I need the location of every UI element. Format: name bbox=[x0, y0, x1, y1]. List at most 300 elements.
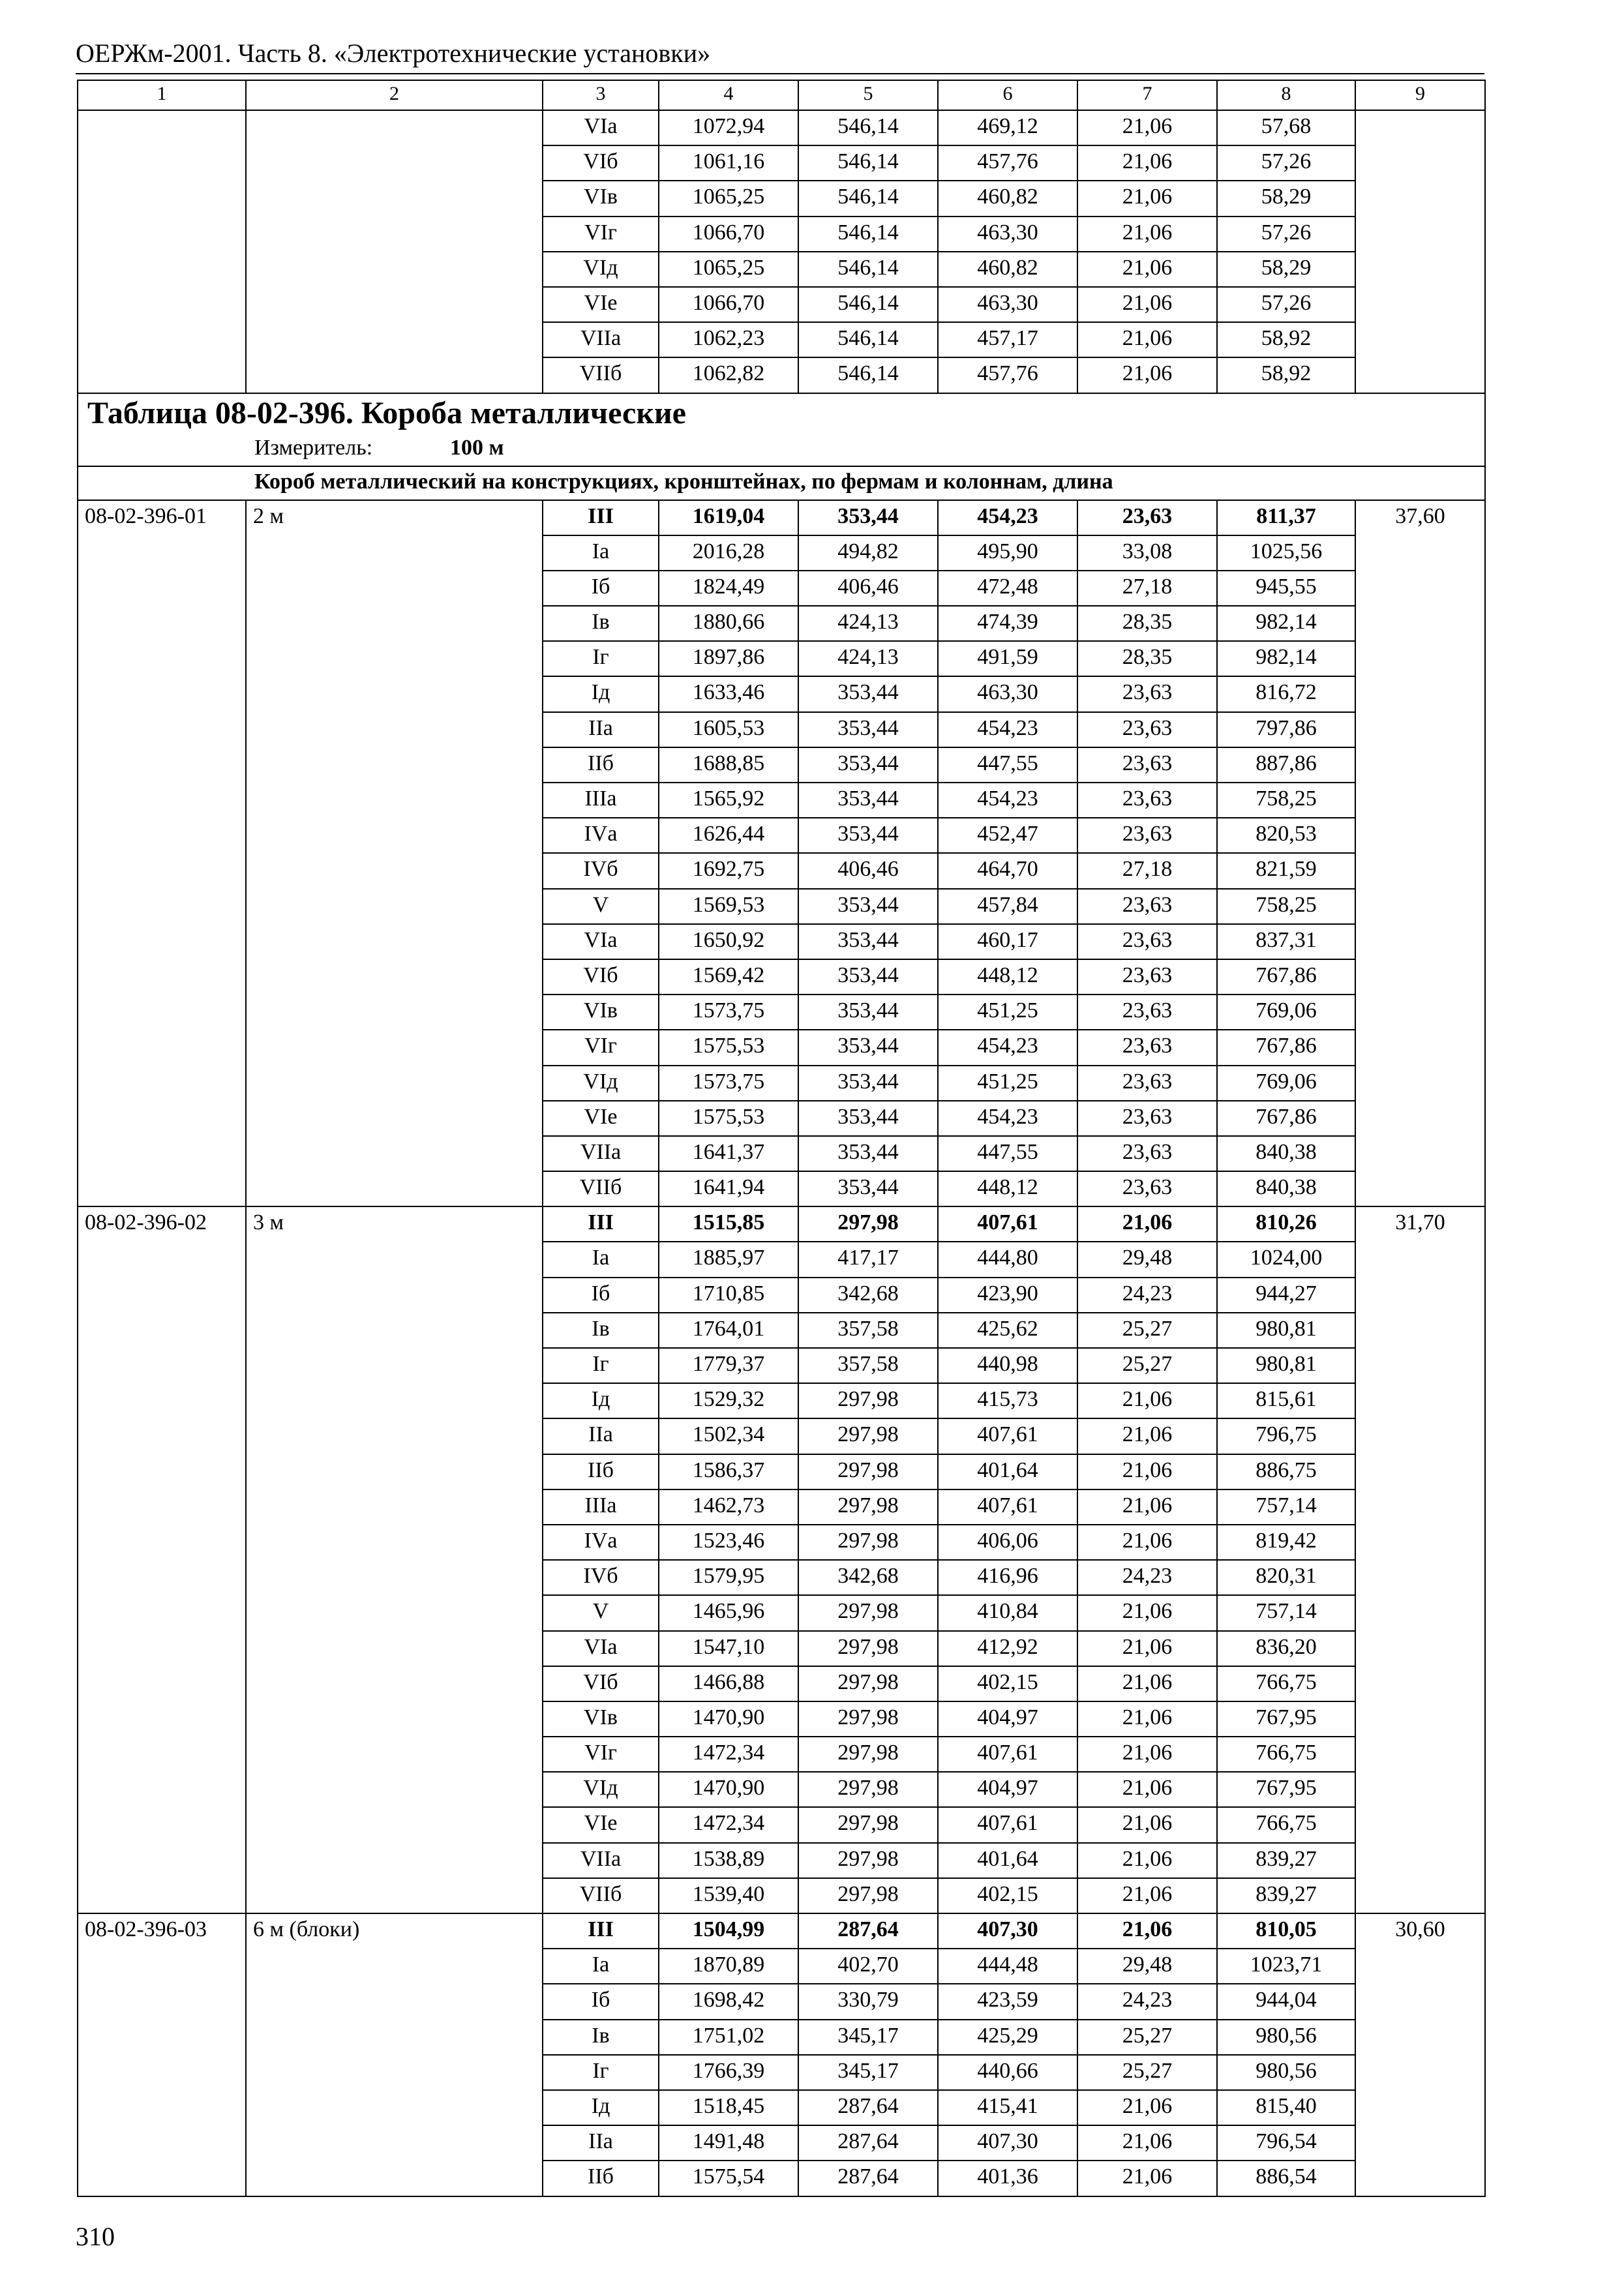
price-table bbox=[77, 80, 1486, 2197]
price-zone: III bbox=[543, 1206, 659, 1242]
materials: 944,27 bbox=[1217, 1278, 1355, 1313]
machine-costs: 407,61 bbox=[938, 1489, 1077, 1525]
materials: 766,75 bbox=[1217, 1737, 1355, 1772]
machine-costs: 463,30 bbox=[938, 676, 1077, 711]
machine-costs: 444,80 bbox=[938, 1242, 1077, 1277]
labor-cost: 30,60 bbox=[1355, 1913, 1485, 2196]
worker-wages: 546,14 bbox=[798, 145, 938, 181]
machine-costs: 407,30 bbox=[938, 2125, 1077, 2161]
direct-costs: 1529,32 bbox=[659, 1383, 798, 1418]
worker-wages: 297,98 bbox=[798, 1418, 938, 1454]
labor-cost: 31,70 bbox=[1355, 1206, 1485, 1913]
worker-wages: 297,98 bbox=[798, 1772, 938, 1807]
operator-wages: 21,06 bbox=[1077, 2090, 1217, 2125]
operator-wages: 23,63 bbox=[1077, 783, 1217, 818]
worker-wages: 345,17 bbox=[798, 2055, 938, 2090]
direct-costs: 1688,85 bbox=[659, 747, 798, 783]
machine-costs: 402,15 bbox=[938, 1666, 1077, 1701]
worker-wages: 353,44 bbox=[798, 995, 938, 1030]
materials: 816,72 bbox=[1217, 676, 1355, 711]
direct-costs: 1870,89 bbox=[659, 1949, 798, 1984]
table-title: Таблица 08-02-396. Короба металлические bbox=[78, 393, 1485, 433]
price-zone: Iа bbox=[543, 535, 659, 571]
price-zone: VIIа bbox=[543, 1843, 659, 1878]
worker-wages: 297,98 bbox=[798, 1737, 938, 1772]
direct-costs: 1619,04 bbox=[659, 500, 798, 535]
price-zone: Iг bbox=[543, 2055, 659, 2090]
materials: 769,06 bbox=[1217, 995, 1355, 1030]
operator-wages: 23,63 bbox=[1077, 818, 1217, 853]
machine-costs: 415,41 bbox=[938, 2090, 1077, 2125]
operator-wages: 21,06 bbox=[1077, 1454, 1217, 1489]
operator-wages: 24,23 bbox=[1077, 1984, 1217, 2019]
worker-wages: 353,44 bbox=[798, 712, 938, 747]
operator-wages: 23,63 bbox=[1077, 747, 1217, 783]
materials: 886,54 bbox=[1217, 2161, 1355, 2196]
machine-costs: 454,23 bbox=[938, 500, 1077, 535]
price-zone: IIа bbox=[543, 2125, 659, 2161]
price-zone: Iв bbox=[543, 606, 659, 641]
materials: 980,81 bbox=[1217, 1313, 1355, 1348]
machine-costs: 451,25 bbox=[938, 995, 1077, 1030]
operator-wages: 21,06 bbox=[1077, 1878, 1217, 1913]
machine-costs: 406,06 bbox=[938, 1525, 1077, 1560]
machine-costs: 463,30 bbox=[938, 217, 1077, 252]
worker-wages: 353,44 bbox=[798, 1101, 938, 1136]
materials: 1025,56 bbox=[1217, 535, 1355, 571]
materials: 837,31 bbox=[1217, 924, 1355, 959]
direct-costs: 1710,85 bbox=[659, 1278, 798, 1313]
machine-costs: 457,76 bbox=[938, 357, 1077, 393]
price-zone: VIIб bbox=[543, 1171, 659, 1206]
machine-costs: 402,15 bbox=[938, 1878, 1077, 1913]
worker-wages: 353,44 bbox=[798, 1066, 938, 1101]
worker-wages: 353,44 bbox=[798, 889, 938, 924]
worker-wages: 353,44 bbox=[798, 1136, 938, 1171]
materials: 58,92 bbox=[1217, 357, 1355, 393]
operator-wages: 21,06 bbox=[1077, 1383, 1217, 1418]
col9-cell bbox=[1355, 110, 1485, 393]
machine-costs: 457,84 bbox=[938, 889, 1077, 924]
materials: 758,25 bbox=[1217, 889, 1355, 924]
materials: 887,86 bbox=[1217, 747, 1355, 783]
direct-costs: 1897,86 bbox=[659, 641, 798, 676]
price-zone: IIа bbox=[543, 712, 659, 747]
worker-wages: 297,98 bbox=[798, 1666, 938, 1701]
worker-wages: 353,44 bbox=[798, 1171, 938, 1206]
machine-costs: 452,47 bbox=[938, 818, 1077, 853]
operator-wages: 21,06 bbox=[1077, 2125, 1217, 2161]
operator-wages: 23,63 bbox=[1077, 924, 1217, 959]
price-zone: Iа bbox=[543, 1242, 659, 1277]
worker-wages: 342,68 bbox=[798, 1278, 938, 1313]
column-number: 2 bbox=[246, 80, 543, 110]
materials: 840,38 bbox=[1217, 1171, 1355, 1206]
operator-wages: 27,18 bbox=[1077, 853, 1217, 888]
operator-wages: 21,06 bbox=[1077, 145, 1217, 181]
machine-costs: 425,29 bbox=[938, 2020, 1077, 2055]
operator-wages: 21,06 bbox=[1077, 217, 1217, 252]
operator-wages: 21,06 bbox=[1077, 1913, 1217, 1949]
materials: 767,86 bbox=[1217, 1101, 1355, 1136]
direct-costs: 1579,95 bbox=[659, 1560, 798, 1595]
direct-costs: 1641,37 bbox=[659, 1136, 798, 1171]
column-number-row bbox=[78, 80, 1485, 110]
worker-wages: 297,98 bbox=[798, 1454, 938, 1489]
worker-wages: 297,98 bbox=[798, 1525, 938, 1560]
machine-costs: 416,96 bbox=[938, 1560, 1077, 1595]
machine-costs: 404,97 bbox=[938, 1701, 1077, 1737]
direct-costs: 1575,54 bbox=[659, 2161, 798, 2196]
machine-costs: 440,98 bbox=[938, 1348, 1077, 1383]
materials: 980,56 bbox=[1217, 2020, 1355, 2055]
operator-wages: 28,35 bbox=[1077, 606, 1217, 641]
machine-costs: 447,55 bbox=[938, 747, 1077, 783]
materials: 982,14 bbox=[1217, 641, 1355, 676]
materials: 980,81 bbox=[1217, 1348, 1355, 1383]
machine-costs: 454,23 bbox=[938, 712, 1077, 747]
materials: 757,14 bbox=[1217, 1489, 1355, 1525]
operator-wages: 21,06 bbox=[1077, 1666, 1217, 1701]
operator-wages: 21,06 bbox=[1077, 1843, 1217, 1878]
unit-cell bbox=[78, 433, 1485, 466]
machine-costs: 460,82 bbox=[938, 181, 1077, 216]
operator-wages: 21,06 bbox=[1077, 110, 1217, 145]
operator-wages: 21,06 bbox=[1077, 1206, 1217, 1242]
operator-wages: 21,06 bbox=[1077, 322, 1217, 357]
worker-wages: 353,44 bbox=[798, 747, 938, 783]
materials: 767,86 bbox=[1217, 1030, 1355, 1065]
direct-costs: 1466,88 bbox=[659, 1666, 798, 1701]
worker-wages: 357,58 bbox=[798, 1348, 938, 1383]
worker-wages: 342,68 bbox=[798, 1560, 938, 1595]
operator-wages: 21,06 bbox=[1077, 1737, 1217, 1772]
materials: 821,59 bbox=[1217, 853, 1355, 888]
price-zone: VIб bbox=[543, 959, 659, 995]
price-zone: VIа bbox=[543, 1631, 659, 1666]
materials: 757,14 bbox=[1217, 1595, 1355, 1630]
price-zone: VIб bbox=[543, 145, 659, 181]
materials: 840,38 bbox=[1217, 1136, 1355, 1171]
direct-costs: 1641,94 bbox=[659, 1171, 798, 1206]
direct-costs: 1062,82 bbox=[659, 357, 798, 393]
operator-wages: 24,23 bbox=[1077, 1560, 1217, 1595]
worker-wages: 287,64 bbox=[798, 1913, 938, 1949]
machine-costs: 457,17 bbox=[938, 322, 1077, 357]
operator-wages: 21,06 bbox=[1077, 1525, 1217, 1560]
direct-costs: 1066,70 bbox=[659, 287, 798, 322]
price-zone: Iв bbox=[543, 1313, 659, 1348]
operator-wages: 33,08 bbox=[1077, 535, 1217, 571]
materials: 944,04 bbox=[1217, 1984, 1355, 2019]
materials: 810,05 bbox=[1217, 1913, 1355, 1949]
materials: 767,86 bbox=[1217, 959, 1355, 995]
price-zone: IIа bbox=[543, 1418, 659, 1454]
price-zone: VIа bbox=[543, 110, 659, 145]
unit-label: Измеритель: bbox=[254, 435, 373, 460]
worker-wages: 406,46 bbox=[798, 853, 938, 888]
machine-costs: 401,64 bbox=[938, 1454, 1077, 1489]
worker-wages: 546,14 bbox=[798, 217, 938, 252]
table-subtitle: Короб металлический на конструкциях, кронштейнах, по фермам и колоннам, длина bbox=[78, 466, 1485, 500]
direct-costs: 1779,37 bbox=[659, 1348, 798, 1383]
machine-costs: 401,64 bbox=[938, 1843, 1077, 1878]
materials: 57,26 bbox=[1217, 287, 1355, 322]
machine-costs: 444,48 bbox=[938, 1949, 1077, 1984]
page-number: 310 bbox=[76, 2222, 115, 2251]
column-number: 6 bbox=[938, 80, 1077, 110]
worker-wages: 345,17 bbox=[798, 2020, 938, 2055]
worker-wages: 287,64 bbox=[798, 2125, 938, 2161]
worker-wages: 546,14 bbox=[798, 110, 938, 145]
unit-value: 100 м bbox=[450, 435, 504, 460]
materials: 769,06 bbox=[1217, 1066, 1355, 1101]
worker-wages: 330,79 bbox=[798, 1984, 938, 2019]
price-zone: VIв bbox=[543, 181, 659, 216]
column-number: 7 bbox=[1077, 80, 1217, 110]
machine-costs: 495,90 bbox=[938, 535, 1077, 571]
operator-wages: 21,06 bbox=[1077, 1701, 1217, 1737]
page-header-title: ОЕРЖм-2001. Часть 8. «Электротехнические установки» bbox=[76, 38, 711, 68]
direct-costs: 1824,49 bbox=[659, 571, 798, 606]
worker-wages: 424,13 bbox=[798, 606, 938, 641]
operator-wages: 21,06 bbox=[1077, 1595, 1217, 1630]
materials: 58,29 bbox=[1217, 252, 1355, 287]
materials: 57,68 bbox=[1217, 110, 1355, 145]
price-zone: VIв bbox=[543, 1701, 659, 1737]
price-zone: Iд bbox=[543, 676, 659, 711]
worker-wages: 353,44 bbox=[798, 676, 938, 711]
operator-wages: 25,27 bbox=[1077, 1313, 1217, 1348]
price-zone: VIа bbox=[543, 924, 659, 959]
machine-costs: 460,82 bbox=[938, 252, 1077, 287]
direct-costs: 1472,34 bbox=[659, 1737, 798, 1772]
direct-costs: 1650,92 bbox=[659, 924, 798, 959]
worker-wages: 297,98 bbox=[798, 1206, 938, 1242]
operator-wages: 21,06 bbox=[1077, 1489, 1217, 1525]
operator-wages: 21,06 bbox=[1077, 2161, 1217, 2196]
materials: 820,31 bbox=[1217, 1560, 1355, 1595]
materials: 767,95 bbox=[1217, 1772, 1355, 1807]
operator-wages: 23,63 bbox=[1077, 1101, 1217, 1136]
machine-costs: 407,61 bbox=[938, 1418, 1077, 1454]
worker-wages: 297,98 bbox=[798, 1843, 938, 1878]
direct-costs: 1515,85 bbox=[659, 1206, 798, 1242]
operator-wages: 21,06 bbox=[1077, 357, 1217, 393]
materials: 58,29 bbox=[1217, 181, 1355, 216]
direct-costs: 1569,53 bbox=[659, 889, 798, 924]
worker-wages: 546,14 bbox=[798, 357, 938, 393]
direct-costs: 1518,45 bbox=[659, 2090, 798, 2125]
operator-wages: 28,35 bbox=[1077, 641, 1217, 676]
worker-wages: 353,44 bbox=[798, 959, 938, 995]
table-row bbox=[78, 500, 1485, 535]
materials: 836,20 bbox=[1217, 1631, 1355, 1666]
operator-wages: 23,63 bbox=[1077, 1066, 1217, 1101]
machine-costs: 491,59 bbox=[938, 641, 1077, 676]
operator-wages: 25,27 bbox=[1077, 2020, 1217, 2055]
direct-costs: 1462,73 bbox=[659, 1489, 798, 1525]
table-row bbox=[78, 1206, 1485, 1242]
price-zone: Iд bbox=[543, 1383, 659, 1418]
worker-wages: 353,44 bbox=[798, 1030, 938, 1065]
table-row bbox=[78, 110, 1485, 145]
worker-wages: 357,58 bbox=[798, 1313, 938, 1348]
materials: 767,95 bbox=[1217, 1701, 1355, 1737]
operator-wages: 21,06 bbox=[1077, 287, 1217, 322]
worker-wages: 353,44 bbox=[798, 500, 938, 535]
operator-wages: 21,06 bbox=[1077, 1418, 1217, 1454]
table-title-row bbox=[78, 393, 1485, 433]
price-zone: Iг bbox=[543, 641, 659, 676]
price-zone: III bbox=[543, 500, 659, 535]
machine-costs: 448,12 bbox=[938, 959, 1077, 995]
operator-wages: 23,63 bbox=[1077, 995, 1217, 1030]
direct-costs: 1065,25 bbox=[659, 181, 798, 216]
operator-wages: 21,06 bbox=[1077, 1631, 1217, 1666]
price-zone: VIг bbox=[543, 217, 659, 252]
direct-costs: 1751,02 bbox=[659, 2020, 798, 2055]
rate-code: 08-02-396-02 bbox=[78, 1206, 246, 1913]
worker-wages: 297,98 bbox=[798, 1631, 938, 1666]
column-number: 8 bbox=[1217, 80, 1355, 110]
worker-wages: 546,14 bbox=[798, 252, 938, 287]
table-row bbox=[78, 1913, 1485, 1949]
price-zone: V bbox=[543, 1595, 659, 1630]
price-zone: Iб bbox=[543, 571, 659, 606]
direct-costs: 1062,23 bbox=[659, 322, 798, 357]
direct-costs: 1573,75 bbox=[659, 1066, 798, 1101]
direct-costs: 1626,44 bbox=[659, 818, 798, 853]
direct-costs: 1698,42 bbox=[659, 1984, 798, 2019]
direct-costs: 1569,42 bbox=[659, 959, 798, 995]
machine-costs: 448,12 bbox=[938, 1171, 1077, 1206]
price-zone: VIд bbox=[543, 252, 659, 287]
direct-costs: 1538,89 bbox=[659, 1843, 798, 1878]
direct-costs: 1880,66 bbox=[659, 606, 798, 641]
price-zone: VIг bbox=[543, 1737, 659, 1772]
worker-wages: 402,70 bbox=[798, 1949, 938, 1984]
direct-costs: 1575,53 bbox=[659, 1101, 798, 1136]
direct-costs: 1061,16 bbox=[659, 145, 798, 181]
materials: 766,75 bbox=[1217, 1807, 1355, 1842]
materials: 815,40 bbox=[1217, 2090, 1355, 2125]
direct-costs: 1547,10 bbox=[659, 1631, 798, 1666]
direct-costs: 1575,53 bbox=[659, 1030, 798, 1065]
materials: 980,56 bbox=[1217, 2055, 1355, 2090]
direct-costs: 1885,97 bbox=[659, 1242, 798, 1277]
materials: 810,26 bbox=[1217, 1206, 1355, 1242]
operator-wages: 23,63 bbox=[1077, 500, 1217, 535]
direct-costs: 1605,53 bbox=[659, 712, 798, 747]
price-zone: VIв bbox=[543, 995, 659, 1030]
price-zone: VIб bbox=[543, 1666, 659, 1701]
direct-costs: 1065,25 bbox=[659, 252, 798, 287]
price-zone: VIе bbox=[543, 287, 659, 322]
machine-costs: 407,61 bbox=[938, 1206, 1077, 1242]
machine-costs: 457,76 bbox=[938, 145, 1077, 181]
worker-wages: 546,14 bbox=[798, 181, 938, 216]
operator-wages: 27,18 bbox=[1077, 571, 1217, 606]
column-number: 3 bbox=[543, 80, 659, 110]
machine-costs: 410,84 bbox=[938, 1595, 1077, 1630]
price-zone: IVб bbox=[543, 853, 659, 888]
price-zone: V bbox=[543, 889, 659, 924]
materials: 57,26 bbox=[1217, 145, 1355, 181]
direct-costs: 1066,70 bbox=[659, 217, 798, 252]
price-zone: IVб bbox=[543, 1560, 659, 1595]
labor-cost: 37,60 bbox=[1355, 500, 1485, 1207]
machine-costs: 423,90 bbox=[938, 1278, 1077, 1313]
price-zone: IIIа bbox=[543, 783, 659, 818]
price-zone: VIг bbox=[543, 1030, 659, 1065]
price-zone: VIе bbox=[543, 1101, 659, 1136]
materials: 945,55 bbox=[1217, 571, 1355, 606]
worker-wages: 297,98 bbox=[798, 1383, 938, 1418]
operator-wages: 29,48 bbox=[1077, 1949, 1217, 1984]
operator-wages: 23,63 bbox=[1077, 889, 1217, 924]
machine-costs: 469,12 bbox=[938, 110, 1077, 145]
machine-costs: 464,70 bbox=[938, 853, 1077, 888]
operator-wages: 23,63 bbox=[1077, 959, 1217, 995]
machine-costs: 474,39 bbox=[938, 606, 1077, 641]
operator-wages: 23,63 bbox=[1077, 676, 1217, 711]
machine-costs: 440,66 bbox=[938, 2055, 1077, 2090]
machine-costs: 447,55 bbox=[938, 1136, 1077, 1171]
header-rule bbox=[76, 73, 1484, 74]
materials: 766,75 bbox=[1217, 1666, 1355, 1701]
direct-costs: 1502,34 bbox=[659, 1418, 798, 1454]
direct-costs: 1565,92 bbox=[659, 783, 798, 818]
operator-wages: 21,06 bbox=[1077, 1772, 1217, 1807]
price-zone: IIб bbox=[543, 1454, 659, 1489]
machine-costs: 460,17 bbox=[938, 924, 1077, 959]
price-zone: IIб bbox=[543, 747, 659, 783]
materials: 796,75 bbox=[1217, 1418, 1355, 1454]
worker-wages: 287,64 bbox=[798, 2090, 938, 2125]
rate-code: 08-02-396-01 bbox=[78, 500, 246, 1207]
direct-costs: 1491,48 bbox=[659, 2125, 798, 2161]
rate-name: 3 м bbox=[246, 1206, 543, 1913]
worker-wages: 546,14 bbox=[798, 322, 938, 357]
materials: 819,42 bbox=[1217, 1525, 1355, 1560]
price-zone: Iа bbox=[543, 1949, 659, 1984]
price-zone: III bbox=[543, 1913, 659, 1949]
operator-wages: 23,63 bbox=[1077, 712, 1217, 747]
worker-wages: 406,46 bbox=[798, 571, 938, 606]
materials: 796,54 bbox=[1217, 2125, 1355, 2161]
operator-wages: 21,06 bbox=[1077, 1807, 1217, 1842]
machine-costs: 425,62 bbox=[938, 1313, 1077, 1348]
price-zone: VIIб bbox=[543, 1878, 659, 1913]
price-zone: IVа bbox=[543, 818, 659, 853]
worker-wages: 546,14 bbox=[798, 287, 938, 322]
price-zone: Iд bbox=[543, 2090, 659, 2125]
price-zone: Iб bbox=[543, 1984, 659, 2019]
materials: 758,25 bbox=[1217, 783, 1355, 818]
worker-wages: 353,44 bbox=[798, 818, 938, 853]
operator-wages: 21,06 bbox=[1077, 252, 1217, 287]
materials: 839,27 bbox=[1217, 1878, 1355, 1913]
machine-costs: 454,23 bbox=[938, 1030, 1077, 1065]
price-zone: VIд bbox=[543, 1066, 659, 1101]
machine-costs: 454,23 bbox=[938, 783, 1077, 818]
machine-costs: 401,36 bbox=[938, 2161, 1077, 2196]
direct-costs: 1472,34 bbox=[659, 1807, 798, 1842]
materials: 1023,71 bbox=[1217, 1949, 1355, 1984]
direct-costs: 1692,75 bbox=[659, 853, 798, 888]
machine-costs: 472,48 bbox=[938, 571, 1077, 606]
